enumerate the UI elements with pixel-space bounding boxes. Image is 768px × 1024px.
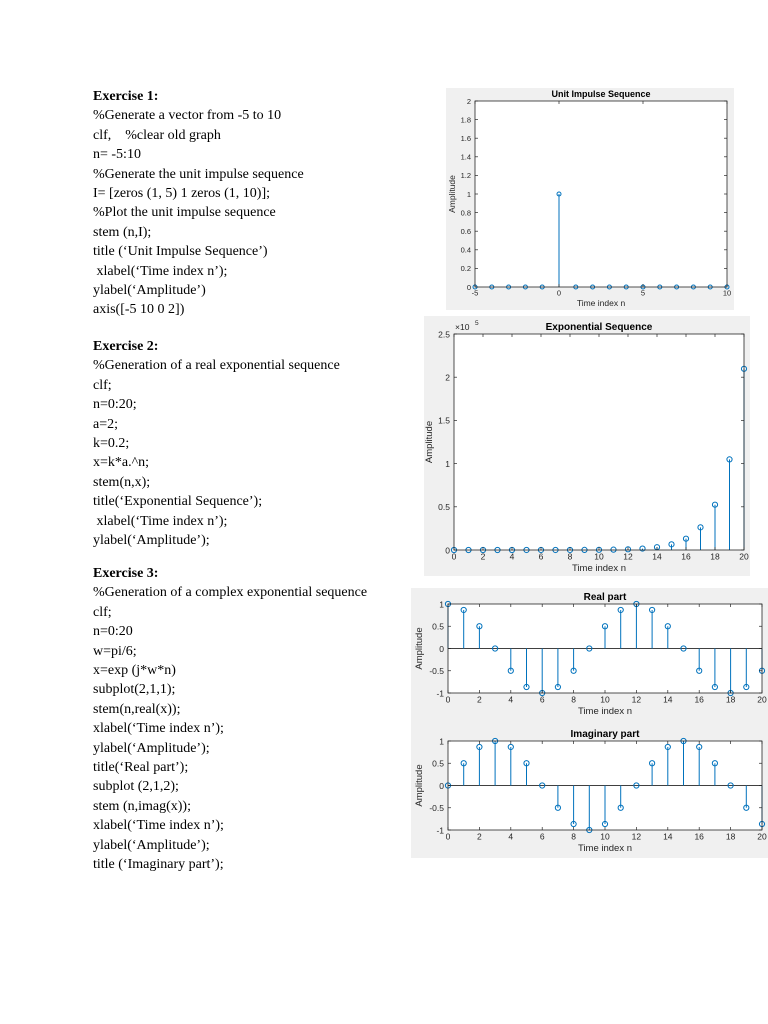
code-line: axis([-5 10 0 2]) (93, 302, 185, 318)
x-tick-label: 20 (739, 551, 749, 562)
code-line: title (‘Unit Impulse Sequence’) (93, 244, 268, 260)
code-line: subplot(2,1,1); (93, 682, 176, 698)
x-tick-label: 2 (480, 551, 486, 562)
y-tick-label: -0.5 (429, 666, 444, 676)
chart-title: Imaginary part (570, 729, 640, 740)
x-axis-label: Time index n (577, 843, 633, 854)
y-exponent-label: ×10 (455, 322, 470, 332)
exercise-1-code (93, 87, 413, 320)
code-line: ylabel(‘Amplitude’); (93, 533, 210, 549)
x-tick-label: 0 (451, 551, 457, 562)
x-tick-label: 14 (663, 831, 673, 842)
y-tick-label: 0.5 (438, 502, 450, 513)
y-tick-label: 0.5 (432, 621, 444, 632)
y-tick-label: 1.6 (460, 133, 471, 143)
x-tick-label: 5 (640, 288, 646, 298)
x-tick-label: 16 (694, 831, 704, 842)
x-tick-label: 8 (571, 831, 576, 842)
x-axis-label: Time index n (571, 563, 627, 574)
code-line: xlabel(‘Time index n’); (93, 513, 228, 529)
x-tick-label: 0 (445, 831, 451, 842)
y-axis-label: Amplitude (414, 764, 425, 807)
x-tick-label: 12 (623, 551, 633, 562)
x-tick-label: 16 (681, 551, 691, 562)
code-line: k=0.2; (93, 436, 130, 452)
code-line: clf; (93, 604, 112, 620)
x-tick-label: 14 (652, 551, 662, 562)
figure-exponential (424, 316, 750, 576)
y-tick-label: 2 (466, 96, 471, 106)
y-tick-label: 0.8 (460, 208, 471, 218)
x-tick-label: 12 (631, 694, 642, 705)
x-tick-label: 8 (571, 694, 576, 705)
x-axis-label: Time index n (577, 706, 633, 717)
x-tick-label: 10 (594, 551, 604, 562)
x-tick-label: 18 (725, 831, 736, 842)
y-axis-label: Amplitude (447, 175, 457, 213)
imaginary-part-chart (411, 723, 768, 858)
y-tick-label: -1 (436, 688, 444, 699)
code-line: %Generate a vector from -5 to 10 (93, 108, 282, 124)
code-line: x=exp (j*w*n) (93, 663, 176, 679)
y-tick-label: 1.2 (460, 171, 471, 181)
x-tick-label: 10 (600, 831, 610, 842)
x-tick-label: 4 (508, 831, 514, 842)
y-tick-label: 1.5 (438, 415, 450, 426)
x-tick-label: 6 (538, 551, 544, 562)
chart-title: Exponential Sequence (545, 322, 653, 333)
y-axis-label: Amplitude (424, 420, 435, 464)
code-line: n=0:20; (93, 397, 137, 413)
x-tick-label: 10 (722, 288, 732, 298)
unit-impulse-chart (446, 88, 734, 310)
y-tick-label: 0.5 (432, 758, 444, 769)
x-tick-label: 20 (757, 831, 767, 842)
y-tick-label: -1 (436, 825, 444, 836)
x-tick-label: 16 (694, 694, 704, 705)
code-line: xlabel(‘Time index n’); (93, 263, 228, 279)
y-tick-label: 0 (439, 643, 444, 654)
x-tick-label: 0 (556, 288, 562, 298)
x-tick-label: 6 (539, 831, 545, 842)
code-line: I= [zeros (1, 5) 1 zeros (1, 10)]; (93, 186, 270, 202)
code-line: xlabel(‘Time index n’); (93, 721, 224, 737)
x-tick-label: 6 (539, 694, 545, 705)
exercise-1-heading: Exercise 1: (93, 89, 159, 104)
x-tick-label: 18 (710, 551, 720, 562)
code-line: %Generate the unit impulse sequence (93, 166, 304, 182)
y-tick-label: 1 (439, 736, 444, 747)
code-line: title(‘Exponential Sequence’); (93, 494, 263, 510)
y-axis-label: Amplitude (414, 627, 425, 670)
code-line: n= -5:10 (93, 147, 141, 163)
code-line: title(‘Real part’); (93, 760, 189, 776)
y-tick-label: 0 (439, 780, 444, 791)
y-tick-label: 1 (439, 599, 444, 610)
code-line: subplot (2,1,2); (93, 779, 179, 795)
axes-background (475, 101, 727, 287)
code-line: stem(n,real(x)); (93, 701, 181, 717)
exercise-2-code (93, 337, 413, 550)
figure-complex-exponential (411, 588, 768, 858)
figure-unit-impulse (446, 88, 734, 310)
y-tick-label: 1 (466, 189, 471, 199)
code-line: stem(n,x); (93, 474, 151, 490)
code-line: ylabel(‘Amplitude’); (93, 837, 210, 853)
exercise-3-heading: Exercise 3: (93, 566, 159, 581)
x-tick-label: 10 (600, 694, 610, 705)
code-line: xlabel(‘Time index n’); (93, 818, 224, 834)
code-line: x=k*a.^n; (93, 455, 150, 471)
exercise-3-code (93, 564, 413, 875)
axes-background (454, 334, 744, 550)
exponential-chart (424, 316, 750, 576)
x-tick-label: 2 (477, 831, 482, 842)
y-tick-label: 2 (445, 372, 450, 383)
real-part-chart (411, 588, 768, 723)
code-line: %Generation of a complex exponential sequence (93, 585, 368, 601)
y-tick-label: 0.2 (460, 264, 471, 274)
x-tick-label: 2 (477, 694, 482, 705)
code-line: ylabel(‘Amplitude’) (93, 283, 206, 299)
y-tick-label: 1.4 (460, 152, 471, 162)
code-line: n=0:20 (93, 624, 133, 640)
x-tick-label: 14 (663, 694, 673, 705)
x-tick-label: -5 (471, 288, 479, 298)
x-axis-label: Time index n (576, 298, 626, 308)
code-line: %Generation of a real exponential sequence (93, 358, 340, 374)
y-tick-label: 1 (445, 458, 450, 469)
y-tick-label: 2.5 (438, 329, 450, 340)
code-line: stem (n,imag(x)); (93, 798, 191, 814)
code-line: clf, %clear old graph (93, 127, 221, 143)
x-tick-label: 4 (508, 694, 514, 705)
exercise-2-heading: Exercise 2: (93, 339, 159, 354)
y-tick-label: 1.8 (460, 115, 471, 125)
code-line: title (‘Imaginary part’); (93, 857, 224, 873)
x-tick-label: 8 (567, 551, 573, 562)
code-line: %Plot the unit impulse sequence (93, 205, 276, 221)
chart-title: Real part (583, 592, 627, 603)
x-tick-label: 4 (509, 551, 515, 562)
y-tick-label: 0 (445, 545, 450, 556)
y-exponent-power: 5 (475, 320, 479, 327)
code-line: w=pi/6; (93, 643, 137, 659)
x-tick-label: 12 (631, 831, 642, 842)
y-tick-label: 0.6 (460, 226, 471, 236)
x-tick-label: 18 (725, 694, 736, 705)
chart-title: Unit Impulse Sequence (551, 89, 651, 99)
y-tick-label: 0 (466, 282, 471, 292)
y-tick-label: 0.4 (460, 245, 471, 255)
code-line: stem (n,I); (93, 224, 152, 240)
x-tick-label: 0 (445, 694, 451, 705)
code-line: a=2; (93, 416, 118, 432)
code-line: clf; (93, 377, 112, 393)
code-line: ylabel(‘Amplitude’); (93, 740, 210, 756)
y-tick-label: -0.5 (429, 803, 444, 813)
x-tick-label: 20 (757, 694, 767, 705)
